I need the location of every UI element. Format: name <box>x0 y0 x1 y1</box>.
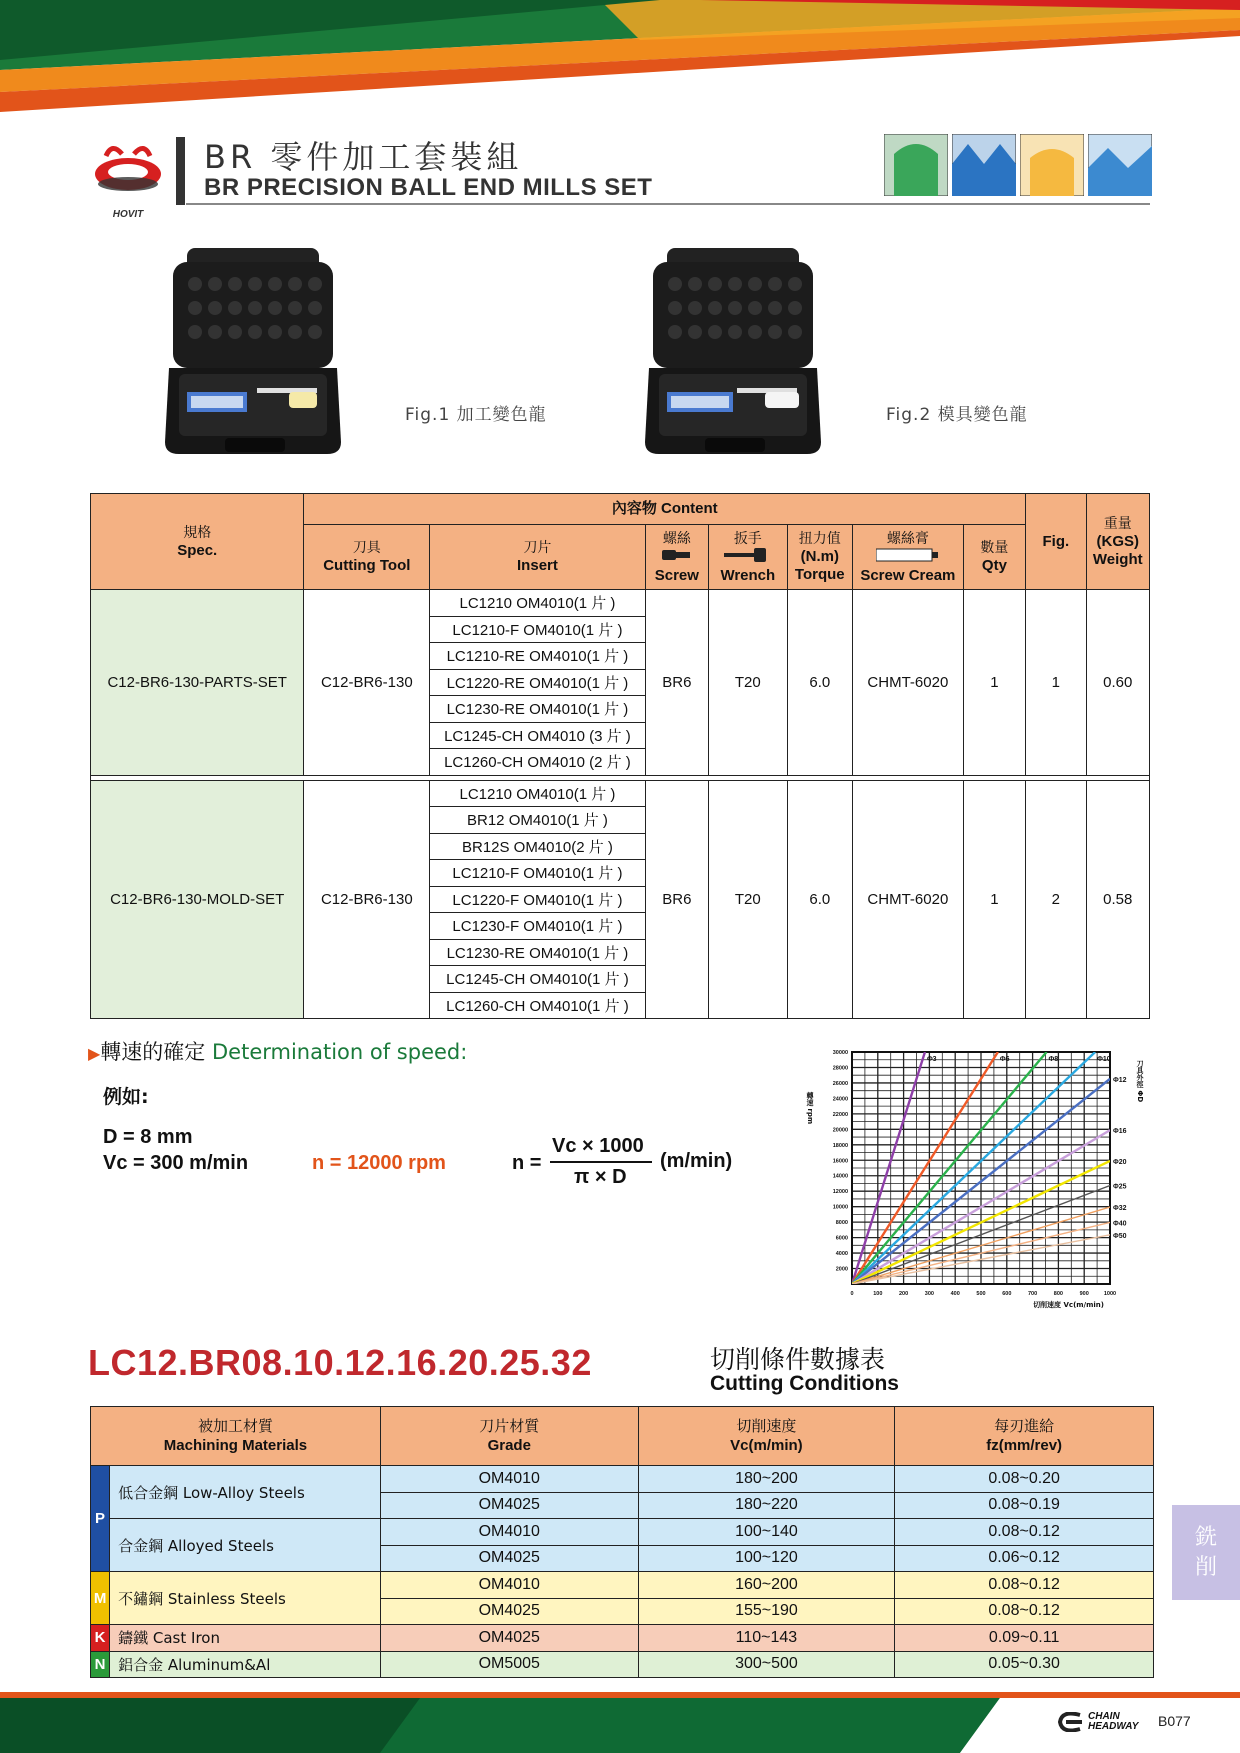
x-tick-label: 400 <box>950 1291 960 1297</box>
x-tick-label: 0 <box>850 1291 854 1297</box>
screw-cream-header: 螺絲膏 Screw Cream <box>853 525 964 590</box>
wrench-icon <box>724 548 772 562</box>
profile-thumb-1-icon <box>884 134 948 196</box>
series-label: Φ40 <box>1113 1220 1127 1228</box>
series-label: Φ12 <box>1113 1076 1127 1084</box>
iso-n-badge: N <box>91 1651 110 1678</box>
grade-cell: OM4025 <box>380 1545 638 1572</box>
y-tick-label: 14000 <box>832 1173 848 1180</box>
insert-cell: BR12 OM4010(1 片 ) <box>430 807 645 834</box>
x-tick-label: 500 <box>976 1291 986 1297</box>
y-tick-label: 24000 <box>832 1096 848 1103</box>
title-underline <box>186 203 1150 205</box>
set-2-torque: 6.0 <box>787 780 852 1019</box>
series-label: Φ8 <box>1048 1056 1059 1063</box>
wrench-header: 扳手 Wrench <box>709 525 788 590</box>
page-number: B077 <box>1158 1713 1191 1729</box>
set-1-torque: 6.0 <box>787 590 852 776</box>
material-cell: 鋁合金 Aluminum&Al <box>110 1651 381 1678</box>
screw-cream-tube-icon <box>876 548 940 562</box>
diameter-value: D = 8 mm <box>103 1126 193 1148</box>
set-1-spec: C12-BR6-130-PARTS-SET <box>91 590 304 776</box>
cutting-speed-value: Vc = 300 m/min <box>103 1152 249 1174</box>
fz-cell: 0.09~0.11 <box>895 1625 1154 1652</box>
formula-unit: (m/min) <box>660 1150 733 1172</box>
vc-cell: 160~200 <box>638 1572 895 1599</box>
x-tick-label: 300 <box>924 1291 934 1297</box>
insert-cell: LC1230-RE OM4010(1 片 ) <box>430 696 645 723</box>
grade-cell: OM4010 <box>380 1519 638 1546</box>
formula-numerator: Vc × 1000 <box>552 1135 644 1157</box>
fz-cell: 0.08~0.19 <box>895 1492 1154 1519</box>
chain-headway-logo-icon <box>1056 1712 1084 1732</box>
vc-header: 切削速度 Vc(m/min) <box>638 1407 895 1466</box>
insert-cell: LC1245-CH OM4010(1 片 ) <box>430 966 645 993</box>
page-title-cn: BR 零件加工套裝組 <box>204 138 523 176</box>
insert-cell: LC1230-F OM4010(1 片 ) <box>430 913 645 940</box>
fz-cell: 0.08~0.12 <box>895 1598 1154 1625</box>
y-tick-label: 20000 <box>832 1127 848 1134</box>
insert-cell: LC1210-RE OM4010(1 片 ) <box>430 643 645 670</box>
screw-header: 螺絲 Screw <box>645 525 708 590</box>
table-row <box>91 1572 1154 1599</box>
cutting-conditions-table <box>90 1406 1154 1678</box>
side-tab-line-2: 削 <box>1194 1555 1217 1580</box>
footer-brand-text: CHAIN HEADWAY <box>1088 1711 1139 1732</box>
grade-cell: OM4025 <box>380 1598 638 1625</box>
grade-header: 刀片材質 Grade <box>380 1407 638 1466</box>
figure-1-caption: Fig.1 加工變色龍 <box>405 405 547 425</box>
figure-2-case-image <box>645 242 821 474</box>
insert-cell: LC1210-F OM4010(1 片 ) <box>430 616 645 643</box>
tool-header: 刀具 Cutting Tool <box>304 525 430 590</box>
y-tick-label: 22000 <box>832 1111 848 1118</box>
set-1-cream: CHMT-6020 <box>853 590 964 776</box>
set-1-fig: 1 <box>1026 590 1086 776</box>
vc-cell: 180~220 <box>638 1492 895 1519</box>
table-row <box>91 1466 1154 1493</box>
conditions-title-cn: 切削條件數據表 <box>710 1345 886 1374</box>
screw-icon <box>662 548 692 562</box>
spec-header: 規格 Spec. <box>91 494 304 590</box>
set-2-spec: C12-BR6-130-MOLD-SET <box>91 780 304 1019</box>
set-2-fig: 2 <box>1026 780 1086 1019</box>
insert-cell: BR12S OM4010(2 片 ) <box>430 833 645 860</box>
page-title-en: BR PRECISION BALL END MILLS SET <box>204 174 653 201</box>
iso-m-badge: M <box>91 1572 110 1625</box>
series-label: Φ6 <box>999 1056 1010 1063</box>
insert-cell: LC1230-RE OM4010(1 片 ) <box>430 939 645 966</box>
spec-table <box>90 493 1150 1019</box>
grade-cell: OM4010 <box>380 1572 638 1599</box>
y-tick-label: 30000 <box>832 1050 848 1056</box>
milling-side-tab <box>1172 1505 1240 1600</box>
y-tick-label: 8000 <box>835 1220 848 1227</box>
grade-cell: OM5005 <box>380 1651 638 1678</box>
fz-header: 每刃進給 fz(mm/rev) <box>895 1407 1154 1466</box>
profile-thumb-3-icon <box>1020 134 1084 196</box>
qty-header: 數量 Qty <box>963 525 1025 590</box>
series-label: Φ10 <box>1097 1056 1111 1063</box>
x-tick-label: 100 <box>873 1291 883 1297</box>
y-tick-label: 18000 <box>832 1142 848 1149</box>
grade-cell: OM4025 <box>380 1492 638 1519</box>
insert-cell: LC1245-CH OM4010 (3 片 ) <box>430 722 645 749</box>
insert-cell: LC1260-CH OM4010(1 片 ) <box>430 992 645 1019</box>
set-1-weight: 0.60 <box>1086 590 1149 776</box>
y-tick-label: 2000 <box>835 1266 848 1273</box>
table-row <box>91 780 1150 807</box>
insert-cell: LC1220-F OM4010(1 片 ) <box>430 886 645 913</box>
set-2-qty: 1 <box>963 780 1025 1019</box>
grade-cell: OM4025 <box>380 1625 638 1652</box>
material-cell: 鑄鐵 Cast Iron <box>110 1625 381 1652</box>
side-tab-line-1: 銑 <box>1194 1525 1217 1550</box>
figure-2-caption: Fig.2 模具變色龍 <box>886 405 1028 425</box>
insert-cell: LC1210 OM4010(1 片 ) <box>430 590 645 617</box>
x-tick-label: 800 <box>1053 1291 1063 1297</box>
insert-cell: LC1220-RE OM4010(1 片 ) <box>430 669 645 696</box>
example-label: 例如: <box>103 1086 149 1108</box>
material-cell: 不鏽鋼 Stainless Steels <box>110 1572 381 1625</box>
profile-thumbnails <box>884 134 1152 196</box>
insert-header: 刀片 Insert <box>430 525 645 590</box>
set-2-wrench: T20 <box>709 780 788 1019</box>
fig-header: Fig. <box>1026 494 1086 590</box>
vc-cell: 300~500 <box>638 1651 895 1678</box>
x-axis-label: 切削速度 Vc(m/min) <box>1033 1301 1104 1309</box>
grade-cell: OM4010 <box>380 1466 638 1493</box>
set-1-wrench: T20 <box>709 590 788 776</box>
insert-cell: LC1210-F OM4010(1 片 ) <box>430 860 645 887</box>
x-tick-label: 1000 <box>1103 1291 1117 1297</box>
table-row <box>91 1625 1154 1652</box>
speed-heading: ▶轉速的確定 Determination of speed: <box>88 1040 468 1064</box>
set-1-qty: 1 <box>963 590 1025 776</box>
title-divider-bar <box>176 137 185 205</box>
materials-header: 被加工材質 Machining Materials <box>91 1407 381 1466</box>
y-tick-label: 10000 <box>832 1204 848 1211</box>
y-tick-label: 26000 <box>832 1080 848 1087</box>
y-tick-label: 12000 <box>832 1189 848 1196</box>
conditions-code-title: LC12.BR08.10.12.16.20.25.32 <box>88 1342 592 1383</box>
brand-logo-text: HOVIT <box>112 209 144 220</box>
figure-1-case-image <box>165 242 341 474</box>
rpm-result: n = 12000 rpm <box>312 1152 446 1174</box>
formula-fraction-line <box>550 1161 652 1163</box>
brand-logo <box>92 138 164 220</box>
series-label: Φ25 <box>1113 1183 1127 1191</box>
table-row <box>91 1519 1154 1546</box>
iso-p-badge: P <box>91 1466 110 1572</box>
vc-cell: 110~143 <box>638 1625 895 1652</box>
vc-cell: 180~200 <box>638 1466 895 1493</box>
table-row <box>91 590 1150 617</box>
table-row <box>91 1651 1154 1678</box>
y-tick-label: 6000 <box>835 1235 848 1242</box>
set-2-tool: C12-BR6-130 <box>304 780 430 1019</box>
set-1-tool: C12-BR6-130 <box>304 590 430 776</box>
set-2-cream: CHMT-6020 <box>853 780 964 1019</box>
triangle-bullet-icon: ▶ <box>88 1044 101 1063</box>
fz-cell: 0.06~0.12 <box>895 1545 1154 1572</box>
x-tick-label: 700 <box>1028 1291 1038 1297</box>
material-cell: 合金鋼 Alloyed Steels <box>110 1519 381 1572</box>
set-1-screw: BR6 <box>645 590 708 776</box>
material-cell: 低合金鋼 Low-Alloy Steels <box>110 1466 381 1519</box>
weight-header: 重量 (KGS) Weight <box>1086 494 1149 590</box>
x-tick-label: 600 <box>1002 1291 1012 1297</box>
y-axis-label: 轉速 rpm <box>806 1092 814 1125</box>
profile-thumb-4-icon <box>1088 134 1152 196</box>
header-band <box>0 0 1240 120</box>
y-tick-label: 16000 <box>832 1158 848 1165</box>
series-label: Φ3 <box>926 1056 937 1063</box>
series-label: Φ32 <box>1113 1205 1127 1213</box>
x-tick-label: 900 <box>1079 1291 1089 1297</box>
insert-cell: LC1210 OM4010(1 片 ) <box>430 780 645 807</box>
series-label: Φ20 <box>1113 1158 1127 1166</box>
fz-cell: 0.05~0.30 <box>895 1651 1154 1678</box>
formula-denominator: π × D <box>574 1166 627 1188</box>
insert-cell: LC1260-CH OM4010 (2 片 ) <box>430 749 645 776</box>
vc-cell: 155~190 <box>638 1598 895 1625</box>
profile-thumb-2-icon <box>952 134 1016 196</box>
formula-lhs: n = <box>512 1152 542 1174</box>
y-tick-label: 4000 <box>835 1251 848 1258</box>
set-2-weight: 0.58 <box>1086 780 1149 1019</box>
vc-cell: 100~120 <box>638 1545 895 1572</box>
vc-cell: 100~140 <box>638 1519 895 1546</box>
torque-header: 扭力值 (N.m) Torque <box>787 525 852 590</box>
y-tick-label: 28000 <box>832 1065 848 1072</box>
series-label: Φ50 <box>1113 1232 1127 1240</box>
footer-band <box>0 1692 1240 1753</box>
set-2-screw: BR6 <box>645 780 708 1019</box>
rpm-chart <box>800 1040 1150 1322</box>
iso-k-badge: K <box>91 1625 110 1652</box>
fz-cell: 0.08~0.12 <box>895 1519 1154 1546</box>
content-header: 內容物 Content <box>304 494 1026 525</box>
fz-cell: 0.08~0.20 <box>895 1466 1154 1493</box>
x-tick-label: 200 <box>899 1291 909 1297</box>
series-label: Φ16 <box>1113 1128 1127 1136</box>
conditions-title-en: Cutting Conditions <box>710 1372 899 1395</box>
footer-brand <box>1056 1712 1138 1732</box>
right-axis-label: 刀具外徑 ΦD <box>1136 1060 1144 1103</box>
fz-cell: 0.08~0.12 <box>895 1572 1154 1599</box>
